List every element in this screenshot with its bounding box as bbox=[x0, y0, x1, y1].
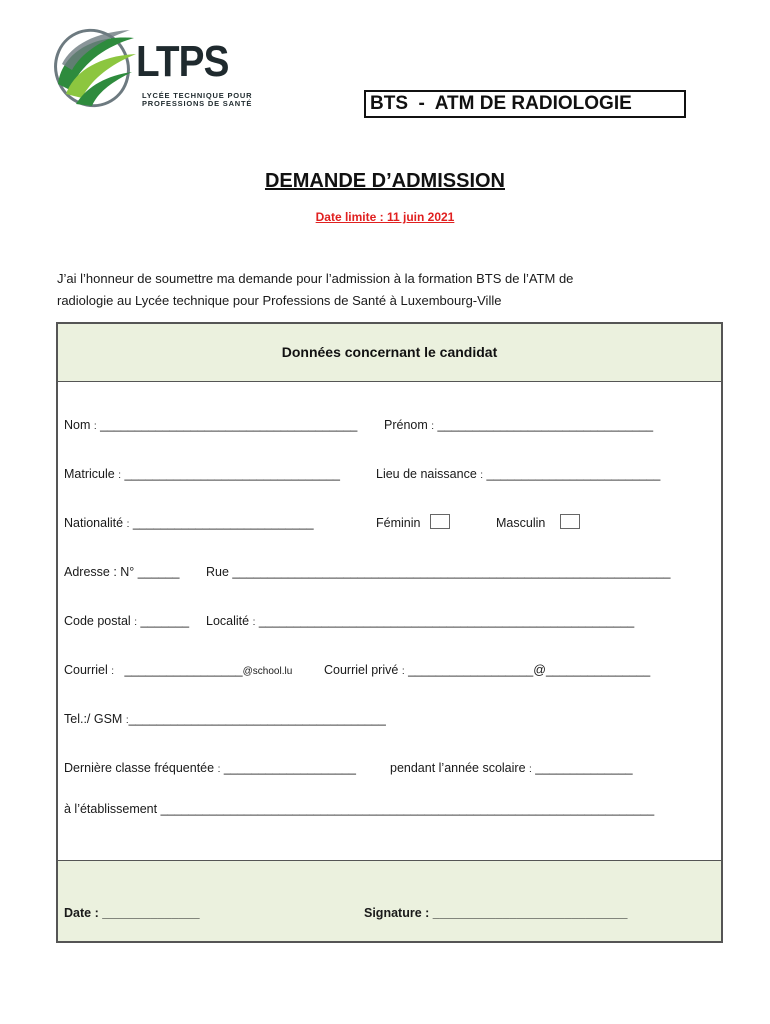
etablissement-field[interactable] bbox=[64, 802, 654, 816]
masculin-label: Masculin bbox=[496, 516, 546, 530]
nom-label: Nom bbox=[64, 418, 91, 432]
page-title: DEMANDE D’ADMISSION bbox=[264, 170, 505, 192]
prenom-field[interactable]: Prénom : _______________________________ bbox=[384, 418, 654, 432]
signature-blank[interactable]: ____________________________ bbox=[432, 906, 628, 920]
rue-blank[interactable]: _______________________________________________________________ bbox=[232, 565, 671, 579]
prenom-blank[interactable]: _______________________________ bbox=[437, 418, 654, 432]
courriel-prive-blank-domain[interactable]: _______________ bbox=[545, 663, 651, 677]
adresse-label: Adresse : N° bbox=[64, 565, 135, 579]
courriel-field[interactable]: Courriel : _________________@school.lu bbox=[64, 663, 293, 677]
candidate-form bbox=[56, 322, 723, 943]
date-field[interactable] bbox=[64, 906, 200, 920]
annee-scolaire-field[interactable]: pendant l’année scolaire : ______________ bbox=[390, 761, 633, 775]
nationalite-label: Nationalité bbox=[64, 516, 124, 530]
matricule-label: Matricule bbox=[64, 467, 115, 481]
masculin-checkbox[interactable] bbox=[560, 514, 580, 529]
code-postal-blank[interactable]: _______ bbox=[140, 614, 190, 628]
rue-label: Rue bbox=[206, 565, 229, 579]
derniere-classe-label: Dernière classe fréquentée bbox=[64, 761, 215, 775]
nationalite-blank[interactable]: __________________________ bbox=[132, 516, 314, 530]
matricule-field[interactable]: Matricule : _______________________________ bbox=[64, 467, 340, 481]
annee-scolaire-blank[interactable]: ______________ bbox=[535, 761, 633, 775]
tel-label: Tel.:/ GSM bbox=[64, 712, 123, 726]
etablissement-label: à l’établissement bbox=[64, 802, 158, 816]
section-title: Données concernant le candidat bbox=[58, 324, 721, 382]
intro-line-1: J’ai l’honneur de soumettre ma demande pour l’admission à la formation BTS de l’ATM de bbox=[57, 271, 574, 286]
localite-field[interactable]: Localité : ______________________________________________________ bbox=[206, 614, 635, 628]
courriel-prive-at: @ bbox=[533, 663, 546, 677]
lieu-naissance-blank[interactable]: _________________________ bbox=[486, 467, 661, 481]
logo-subtitle-line2: PROFESSIONS DE SANTÉ bbox=[142, 99, 253, 108]
nationalite-field[interactable]: Nationalité : __________________________ bbox=[64, 516, 314, 530]
ltps-logo bbox=[52, 24, 262, 116]
lieu-naissance-label: Lieu de naissance bbox=[376, 467, 477, 481]
feminin-label: Féminin bbox=[376, 516, 421, 530]
tel-field[interactable]: Tel.:/ GSM :_____________________________________ bbox=[64, 712, 386, 726]
date-blank[interactable]: ______________ bbox=[102, 906, 200, 920]
feminin-checkbox[interactable] bbox=[430, 514, 450, 529]
deadline-text: Date limite : 11 juin 2021 bbox=[315, 210, 455, 224]
courriel-prive-blank-user[interactable]: __________________ bbox=[408, 663, 534, 677]
logo-swoosh-icon bbox=[52, 24, 142, 116]
signature-band bbox=[58, 860, 721, 941]
lieu-naissance-field[interactable]: Lieu de naissance : _________________________ bbox=[376, 467, 661, 481]
signature-label: Signature : bbox=[364, 906, 430, 920]
derniere-classe-field[interactable]: Dernière classe fréquentée : ___________________ bbox=[64, 761, 356, 775]
logo-subtitle-line1: LYCÉE TECHNIQUE POUR bbox=[142, 91, 253, 100]
adresse-field[interactable] bbox=[64, 565, 180, 579]
derniere-classe-blank[interactable]: ___________________ bbox=[223, 761, 356, 775]
prenom-label: Prénom bbox=[384, 418, 428, 432]
date-label: Date : bbox=[64, 906, 99, 920]
tel-blank[interactable]: _____________________________________ bbox=[128, 712, 386, 726]
localite-blank[interactable]: ______________________________________________________ bbox=[258, 614, 635, 628]
matricule-blank[interactable]: _______________________________ bbox=[124, 467, 340, 481]
localite-label: Localité bbox=[206, 614, 250, 628]
code-postal-field[interactable]: Code postal : _______ bbox=[64, 614, 190, 628]
rue-field[interactable] bbox=[206, 565, 670, 579]
code-postal-label: Code postal bbox=[64, 614, 131, 628]
courriel-prive-label: Courriel privé bbox=[324, 663, 399, 677]
adresse-blank[interactable]: ______ bbox=[137, 565, 180, 579]
program-box: BTS - ATM DE RADIOLOGIE bbox=[364, 90, 686, 118]
etablissement-blank[interactable]: _______________________________________________________________________ bbox=[160, 802, 655, 816]
intro-paragraph bbox=[57, 268, 697, 312]
nom-field[interactable]: Nom : _____________________________________ bbox=[64, 418, 358, 432]
intro-line-2: radiologie au Lycée technique pour Professions de Santé à Luxembourg-Ville bbox=[57, 293, 502, 308]
courriel-domain: @school.lu bbox=[242, 666, 293, 677]
nom-blank[interactable]: _____________________________________ bbox=[100, 418, 358, 432]
annee-scolaire-label: pendant l’année scolaire bbox=[390, 761, 526, 775]
signature-field[interactable] bbox=[364, 906, 627, 920]
courriel-blank[interactable]: _________________ bbox=[124, 663, 243, 677]
logo-wordmark: LTPS bbox=[136, 37, 229, 86]
courriel-prive-field[interactable]: Courriel privé : __________________@_______________ bbox=[324, 663, 651, 677]
courriel-label: Courriel bbox=[64, 663, 108, 677]
logo-subtitle bbox=[142, 92, 252, 108]
